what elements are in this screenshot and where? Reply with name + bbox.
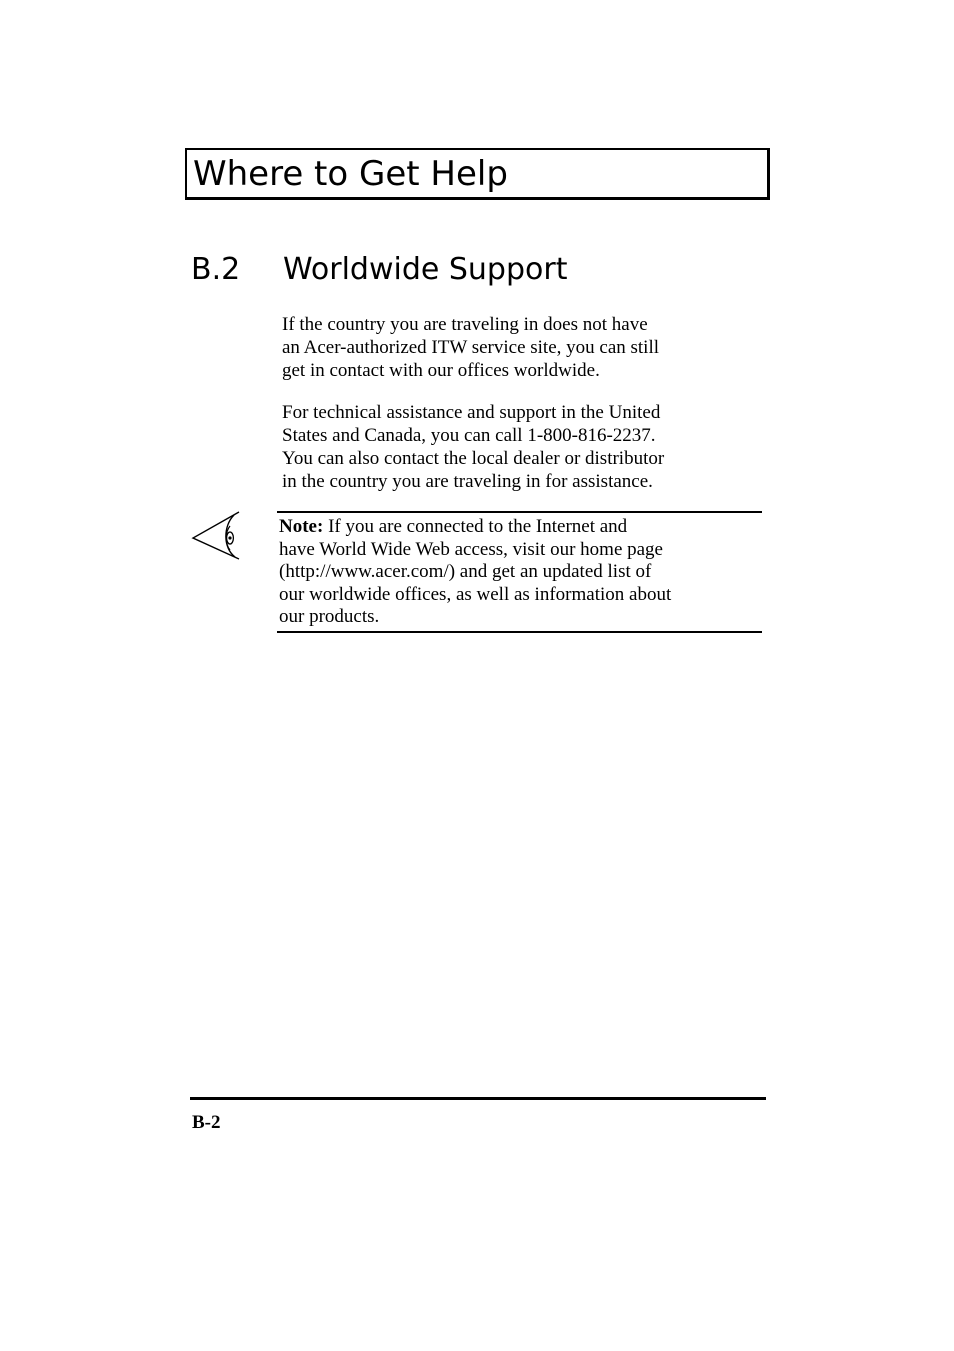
- note-line: (http://www.acer.com/) and get an updated list of: [279, 561, 652, 582]
- note-line: our worldwide offices, as well as information about: [279, 583, 672, 605]
- paragraph-support-contact: [282, 401, 772, 493]
- note-line: our products.: [279, 606, 380, 627]
- eye-icon: [190, 510, 242, 562]
- note-line: have World Wide Web access, visit our home page: [279, 538, 663, 560]
- paragraph-intro: [282, 313, 772, 382]
- footer-rule: [190, 1097, 766, 1100]
- paragraph-line: in the country you are traveling in for assistance.: [282, 471, 653, 492]
- chapter-title: Where to Get Help: [193, 154, 508, 194]
- paragraph-line: You can also contact the local dealer or distributor: [282, 448, 665, 469]
- note-text: [279, 516, 671, 629]
- section-number: B.2: [191, 252, 241, 287]
- note-label: Note:: [279, 516, 324, 537]
- paragraph-line: get in contact with our offices worldwide.: [282, 360, 600, 381]
- paragraph-line: an Acer-authorized ITW service site, you can still: [282, 337, 660, 358]
- page-number: B-2: [192, 1112, 221, 1133]
- paragraph-line: For technical assistance and support in the United: [282, 402, 661, 423]
- paragraph-line: If the country you are traveling in does not have: [282, 314, 648, 335]
- note-first-line-text: If you are connected to the Internet and: [323, 516, 628, 537]
- section-title: Worldwide Support: [283, 252, 568, 287]
- note-first-line: [279, 516, 671, 539]
- chapter-header-box: [185, 148, 770, 200]
- paragraph-line: States and Canada, you can call 1-800-816-2237.: [282, 425, 656, 446]
- note-box: [277, 511, 762, 633]
